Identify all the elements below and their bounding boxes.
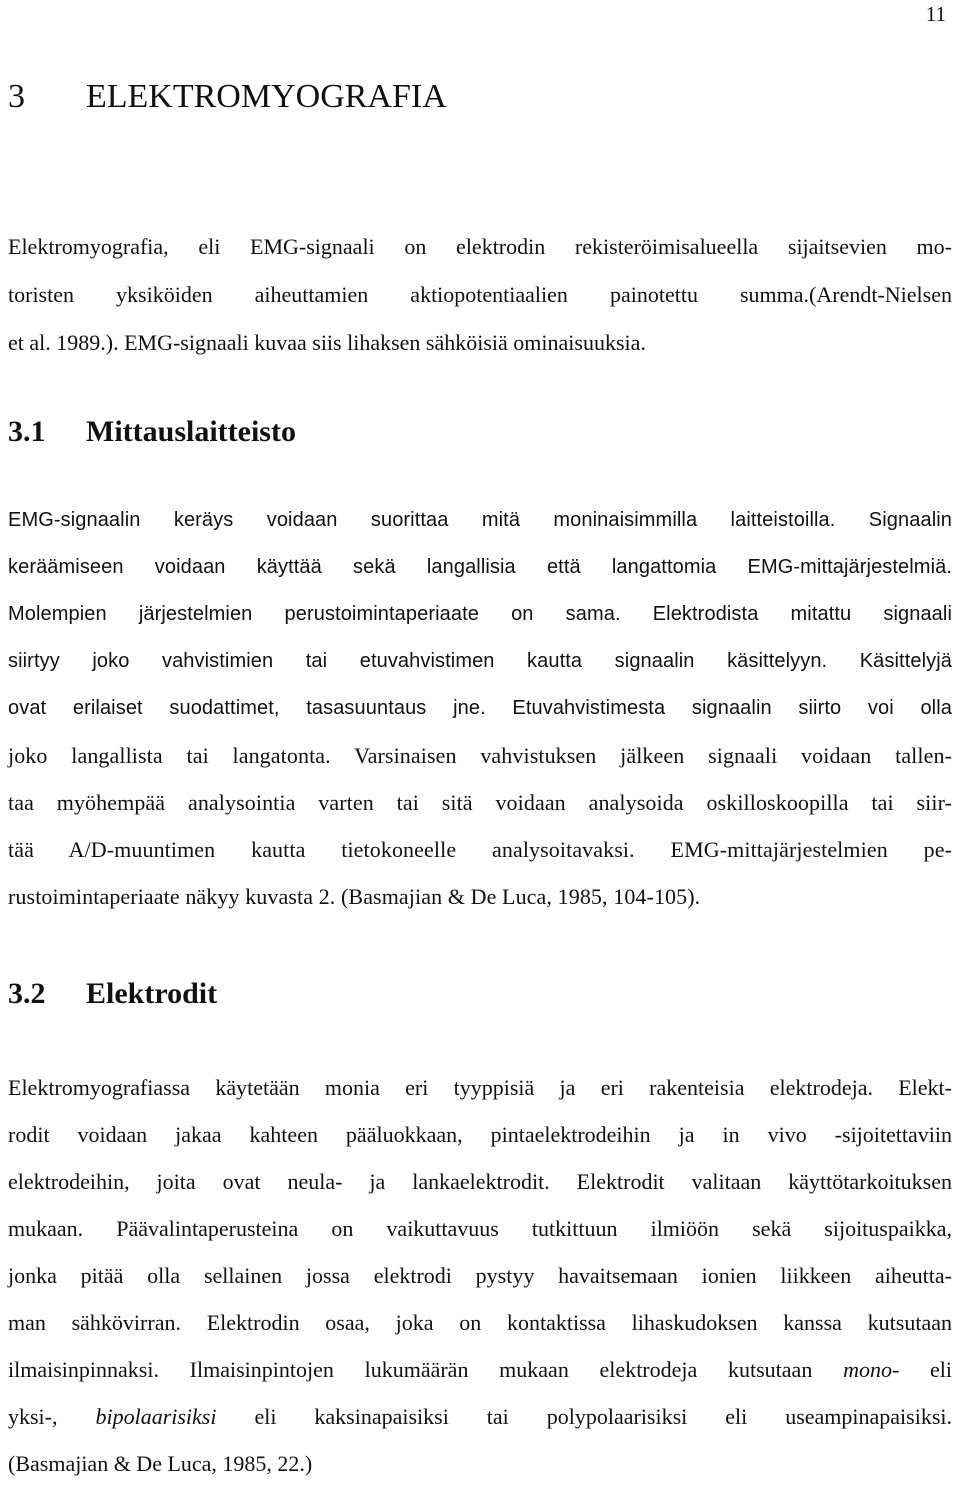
section-heading-3-2	[8, 977, 217, 1011]
section-number: 3.2	[8, 977, 46, 1010]
paragraph-line: jonka pitää olla sellainen jossa elektrodi pystyy havaitsemaan ionien liikkeen aiheutta-	[8, 1263, 952, 1288]
paragraph-line: tää A/D-muuntimen kautta tietokoneelle analysoitavaksi. EMG-mittajärjestelmien pe-	[8, 837, 952, 862]
paragraph-line: rodit voidaan jakaa kahteen pääluokkaan, pintaelektrodeihin ja in vivo -sijoitettaviin	[8, 1122, 952, 1147]
paragraph-line: et al. 1989.). EMG-signaali kuvaa siis lihaksen sähköisiä ominaisuuksia.	[8, 330, 646, 355]
line-text: eli	[899, 1357, 953, 1382]
paragraph-line: Elektromyografiassa käytetään monia eri tyyppisiä ja eri rakenteisia elektrodeja. Elekt-	[8, 1075, 952, 1100]
section-heading-3-1	[8, 415, 296, 449]
paragraph-line: (Basmajian & De Luca, 1985, 22.)	[8, 1451, 313, 1476]
chapter-number: 3	[8, 78, 25, 115]
paragraph-line: ovat erilaiset suodattimet, tasasuuntaus jne. Etuvahvistimesta signaalin siirto voi olla	[8, 697, 952, 719]
page-number: 11	[925, 2, 946, 26]
emphasis-term: bipolaarisiksi	[95, 1404, 217, 1429]
line-text: yksi-,	[8, 1404, 96, 1429]
paragraph-line: Molempien järjestelmien perustoimintaperiaate on sama. Elektrodista mitattu signaali	[8, 603, 952, 625]
paragraph-line: Elektromyografia, eli EMG-signaali on elektrodin rekisteröimisalueella sijaitsevien mo-	[8, 234, 952, 259]
paragraph-line: EMG-signaalin keräys voidaan suorittaa mitä moninaisimmilla laitteistoilla. Signaalin	[8, 509, 952, 531]
paragraph-line	[8, 1346, 952, 1393]
paragraph-line: man sähkövirran. Elektrodin osaa, joka on kontaktissa lihaskudoksen kanssa kutsutaan	[8, 1310, 952, 1335]
paragraph-line: mukaan. Päävalintaperusteina on vaikuttavuus tutkittuun ilmiöön sekä sijoituspaikka,	[8, 1216, 952, 1241]
section-3-1-paragraph	[8, 497, 952, 920]
paragraph-line: joko langallista tai langatonta. Varsinaisen vahvistuksen jälkeen signaali voidaan tallen-	[8, 743, 952, 768]
paragraph-line: taa myöhempää analysointia varten tai sitä voidaan analysoida oskilloskoopilla tai siir-	[8, 790, 952, 815]
paragraph-line: elektrodeihin, joita ovat neula- ja lankaelektrodit. Elektrodit valitaan käyttötarkoituksen	[8, 1169, 952, 1194]
section-title: Elektrodit	[86, 977, 218, 1010]
chapter-heading	[8, 78, 447, 116]
section-number: 3.1	[8, 415, 46, 448]
paragraph-line: keräämiseen voidaan käyttää sekä langallisia että langattomia EMG-mittajärjestelmiä.	[8, 556, 952, 578]
emphasis-term: mono-	[843, 1357, 900, 1382]
line-text: ilmaisinpinnaksi. Ilmaisinpintojen lukumäärän mukaan elektrodeja kutsutaan	[8, 1357, 813, 1382]
line-text: eli kaksinapaisiksi tai polypolaarisiksi eli useampinapaisiksi.	[216, 1404, 952, 1429]
paragraph-line: toristen yksiköiden aiheuttamien aktiopotentiaalien painotettu summa.(Arendt-Nielsen	[8, 282, 952, 307]
paragraph-line: siirtyy joko vahvistimien tai etuvahvistimen kautta signaalin käsittelyyn. Käsittelyjä	[8, 650, 952, 672]
section-3-2-paragraph	[8, 1064, 952, 1487]
intro-paragraph	[8, 223, 952, 367]
section-title: Mittauslaitteisto	[86, 415, 296, 448]
paragraph-line	[8, 1393, 952, 1440]
chapter-title: ELEKTROMYOGRAFIA	[86, 78, 447, 115]
paragraph-line: rustoimintaperiaate näkyy kuvasta 2. (Basmajian & De Luca, 1985, 104-105).	[8, 884, 701, 909]
